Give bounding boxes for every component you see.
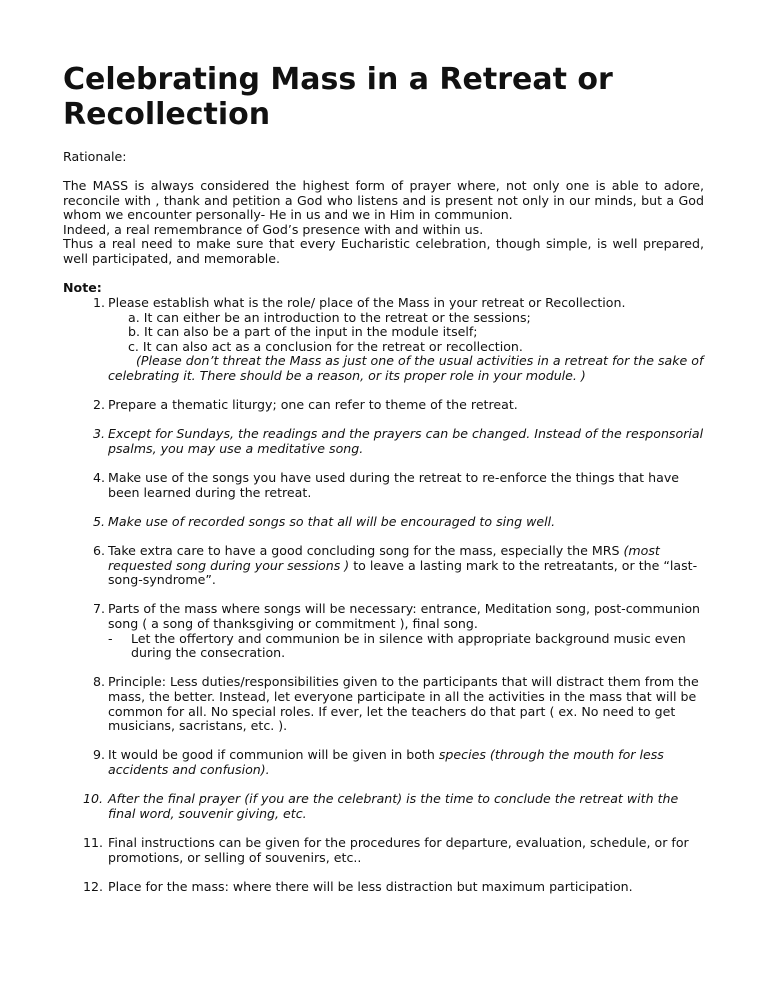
list-item-text: Principle: Less duties/responsibilities given to the participants that will distract them from the mass, the better. Instead, let everyone participate in all the activities in the mass that will be common for all. No special roles. If ever, let the teachers do that part ( ex. No need to get musicians, sacristans, etc. ). [108, 674, 699, 734]
list-item [63, 398, 708, 413]
list-item-text: Parts of the mass where songs will be necessary: entrance, Meditation song, post-communion song ( a song of thanksgiving or commitment ), final song. [108, 601, 701, 632]
list-item [63, 515, 708, 530]
list-item-italic: species (through the mouth for less accidents and confusion). [108, 747, 664, 777]
list-number: 4. [92, 470, 105, 486]
list-item [63, 792, 708, 821]
note-label: Note: [63, 280, 102, 295]
list-number: 8. [92, 674, 105, 690]
list-item-text: Please establish what is the role/ place of the Mass in your retreat or Recollection. [108, 295, 626, 310]
list-item-text: Make use of the songs you have used during the retreat to re-enforce the things that have been learned during the retreat. [108, 470, 680, 500]
list-item-text: Take extra care to have a good concluding song for the mass, especially the MRS [108, 543, 624, 559]
page-title: Celebrating Mass in a Retreat or Recollection [63, 62, 613, 132]
rationale-body [63, 179, 704, 267]
list-number: 11. [82, 834, 103, 850]
dash-bullet: - [108, 630, 113, 646]
sub-item: c. It can also act as a conclusion for the retreat or recollection. [128, 338, 523, 354]
list-item [63, 836, 708, 865]
list-number: 7. [92, 601, 105, 617]
list-item [63, 880, 708, 895]
note-list [63, 296, 708, 894]
list-item [63, 427, 708, 456]
list-item [63, 602, 708, 660]
list-item-text: Make use of recorded songs so that all will be encouraged to sing well. [108, 513, 556, 529]
list-number: 2. [92, 397, 105, 413]
rationale-line: Thus a real need to make sure that every Eucharistic celebration, though simple, is well prepared, well participated, and memorable. [63, 236, 704, 266]
list-item [63, 675, 708, 733]
list-number: 3. [92, 426, 105, 442]
list-item-text: Place for the mass: where there will be less distraction but maximum participation. [108, 878, 633, 894]
list-item-text: Final instructions can be given for the procedures for departure, evaluation, schedule, or for promotions, or selling of souvenirs, etc.. [108, 834, 689, 865]
rationale-line: Indeed, a real remembrance of God’s presence with and within us. [63, 221, 484, 237]
rationale-paragraph: The MASS is always considered the highest form of prayer where, not only one is able to adore, reconcile with , thank and petition a God who listens and is present not only in our minds, but a God whom we encounter personally- He in us and we in Him in communion. [63, 178, 704, 223]
list-number: 5. [92, 513, 105, 529]
list-number: 1. [92, 295, 105, 310]
list-item-italic: (most requested song during your sessions ) [108, 543, 660, 573]
list-item [63, 544, 708, 588]
list-item-text: After the final prayer (if you are the celebrant) is the time to conclude the retreat with the final word, souvenir giving, etc. [108, 791, 679, 821]
list-number: 6. [92, 543, 105, 559]
list-item [63, 748, 708, 777]
list-item-text: Except for Sundays, the readings and the prayers can be changed. Instead of the responsorial psalms, you may use a meditative song. [108, 426, 704, 456]
list-item [63, 471, 708, 500]
list-item-text: Prepare a thematic liturgy; one can refer to theme of the retreat. [108, 397, 518, 413]
list-number: 9. [92, 747, 105, 763]
sub-item: b. It can also be a part of the input in the module itself; [128, 324, 478, 340]
list-item-text: to leave a lasting mark to the retreatants, or the “last-song-syndrome”. [108, 557, 698, 588]
rationale-label: Rationale: [63, 149, 127, 164]
dash-sub-item [108, 632, 708, 661]
list-number: 12. [82, 878, 103, 894]
list-number: 10. [82, 791, 103, 807]
italic-note: (Please don’t threat the Mass as just one of the usual activities in a retreat for the sake of celebrating it. There should be a reason, or its proper role in your module. ) [108, 353, 704, 383]
dash-sub-item-text: Let the offertory and communion be in silence with appropriate background music even during the consecration. [131, 630, 686, 661]
list-item-text: It would be good if communion will be given in both [108, 747, 439, 763]
sub-item: a. It can either be an introduction to the retreat or the sessions; [128, 309, 531, 325]
list-item [63, 296, 708, 384]
